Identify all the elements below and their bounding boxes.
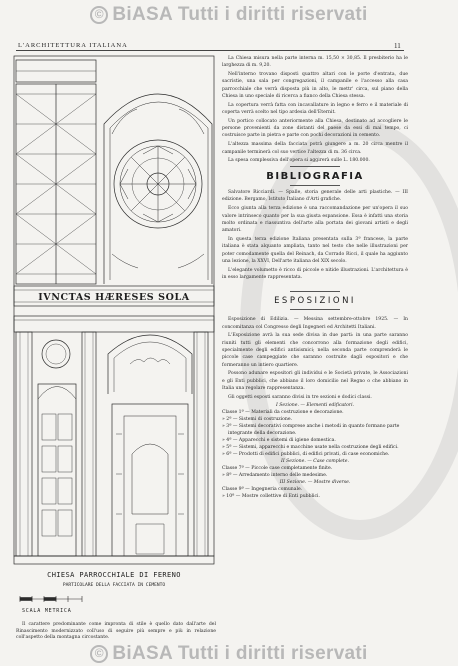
bibliography-heading: BIBLIOGRAFIA: [266, 171, 364, 183]
section-divider: [290, 309, 340, 310]
watermark-top: [0, 4, 458, 26]
bibliography-paragraph: L'elegante volumetto è ricco di piccole e nitide illustrazioni. L'architettura è in esso largamente rappresentata.: [222, 267, 408, 280]
expositions-heading: ESPOSIZIONI: [274, 296, 356, 307]
class-list-item: » 2ª — Sistemi di costruzione.: [222, 417, 293, 423]
expositions-paragraph: Esposizione di Edilizia. — Messina settembre-ottobre 1925. — In concomitanza col Congresso degli Ingegneri ed Architetti Italiani.: [222, 317, 408, 330]
expositions-paragraph: Gli oggetti esposti saranno divisi in tre sezioni e dodici classi.: [228, 394, 372, 400]
expositions-paragraph: Possono adunare espositori gli individui e le Società private, le Associazioni e gli Enti pubblici, che abbiano il loro domicilio nel Regno o che abbiano in Italia una regolare rappresentanza.: [222, 371, 408, 391]
facade-inscription: IVNCTAS HÆRESES SOLA: [38, 292, 190, 303]
class-list-item: Classe 9ª — Ingegneria comunale.: [222, 487, 303, 493]
intro-paragraph: La copertura verrà fatta con incavallature in legno e ferro e il materiale di coperta verrà scelto nel tipo ardesia dell'Eternit.: [222, 102, 408, 116]
class-list-item: » 4ª — Apparecchi e sistemi di igiene domestica.: [222, 438, 336, 444]
bibliography-paragraph: Salvatore Ricciardi. — Spalle, storia generale delle arti plastiche. — III edizione. Bergamo, Istituto Italiano d'Arti grafiche.: [222, 190, 408, 203]
copyright-icon: ©: [90, 645, 108, 663]
class-list-item: » 10ª — Mostre collettive di Enti pubblici.: [222, 494, 320, 500]
page-number: 11: [394, 42, 401, 50]
intro-paragraph: Un portico collocato anteriormente alla Chiesa, destinato ad accogliere le persone provenienti da zone distanti del paese da essi di mai tempo, ci costruisce parte in pietra e parte con pochi decorazioni in cemento.: [222, 118, 408, 139]
watermark-text: BiASA Tutti i diritti riservati: [112, 643, 368, 664]
class-list-item: Classe 1ª — Materiali da costruzione e decorazione.: [222, 410, 344, 416]
class-list-item: » 6ª — Prodotti di edifici pubblici, di edifici privati, di case economiche.: [222, 452, 390, 458]
class-list-item: » 8ª — Arredamento interno delle medesime.: [222, 473, 328, 479]
section-divider: [290, 185, 340, 186]
intro-paragraph: La spesa complessiva dell'opera si aggirerà sulle L. 180.000.: [228, 158, 370, 164]
class-list-item: » 3ª — Sistemi decorativi comprese anche i metodi in quanto formano parte integrante della decorazione.: [222, 424, 400, 437]
intro-paragraph: L'altezza massima della facciata potrà giungere a m. 20 circa mentre il campanile terminerà col suo vertice l'altezza di m. 36 circa.: [222, 142, 408, 155]
intro-paragraph: Nell'interno trovano disposti quattro altari con le porte d'entrata, due sacristie, una sala per congregazioni, il campanile e l'accesso alla casa parrocchiale che verrà disposta più in alto, le mettr' circa, sul piano della Chiesa in uno speciale di ricerca a fianco della Chiesa stessa.: [222, 72, 408, 99]
drawing-caption: Il carattere predominante come impronta di stile è quello dato dall'arte del Rinascimento modernizzato coll'uso di seguire più sempre e più in relazione coll'aspetto della montagna circostante.: [16, 622, 216, 641]
header-rule: [16, 50, 404, 51]
running-header-journal: L'ARCHITETTURA ITALIANA: [18, 42, 128, 49]
bibliography-paragraph: Ecco giunta alla terza edizione è una raccomandazione per un'opera il suo valore intrinseco quanto per la sua giusta espansione. Essa è infatti una storia molto ordinata e riassuntiva dell'arte alla portata dei giovani artisti e degli amatori.: [222, 206, 408, 234]
drawing-subtitle: PARTICOLARE DELLA FACCIATA IN CEMENTO: [62, 583, 166, 588]
drawing-title: CHIESA PARROCCHIALE DI FERENO: [47, 571, 181, 579]
section-divider: [290, 291, 340, 292]
watermark-bottom: [0, 643, 458, 665]
right-column: [222, 55, 408, 500]
expositions-paragraph: L'Esposizione avrà la sua sede divisa in due parti: in una parte saranno riuniti tutti gli elementi che concorrono alla formazione degli edifici, specialmente degli edifici antisismici; nella seconda parte comprenderà le piccole case campeggiate che saranno costruite dagli espositori e che formeranno un intiero quartiere.: [222, 333, 408, 368]
copyright-icon: ©: [90, 6, 108, 24]
section-list-title: I Sezione. — Elementi edificatori.: [275, 403, 355, 409]
scale-bar: [20, 596, 82, 602]
class-list-item: Classe 7ª — Piccole case completamente finite.: [222, 466, 333, 472]
scale-label: SCALA METRICA: [22, 608, 72, 614]
watermark-text: BiASA Tutti i diritti riservati: [112, 4, 368, 25]
section-list-title: III Sezione. — Mostre diverse.: [279, 480, 351, 486]
facade-detail-drawing: [12, 54, 216, 634]
section-divider: [290, 166, 340, 167]
section-list-title: II Sezione. — Case complete.: [281, 459, 349, 465]
bibliography-paragraph: In questa terza edizione Italiana presentata sulla 3ª francese, la parte italiana è stata alquanto ampliata, tanto nel testo che nelle illustrazioni per poter comodamente quella del Reinach, da Corrado Ricci, il quale ha aggiunto una lezione, la XXVI, Dell'arte italiana del XIX secolo.: [222, 236, 408, 264]
class-list-item: » 5ª — Sistemi, apparecchi e macchine usate nella costruzione degli edifici.: [222, 445, 399, 451]
intro-paragraph: La Chiesa misura nella parte interna m. 15,50 × 30,85. Il presbiterio ha le larghezza di m. 9,20.: [222, 56, 408, 69]
